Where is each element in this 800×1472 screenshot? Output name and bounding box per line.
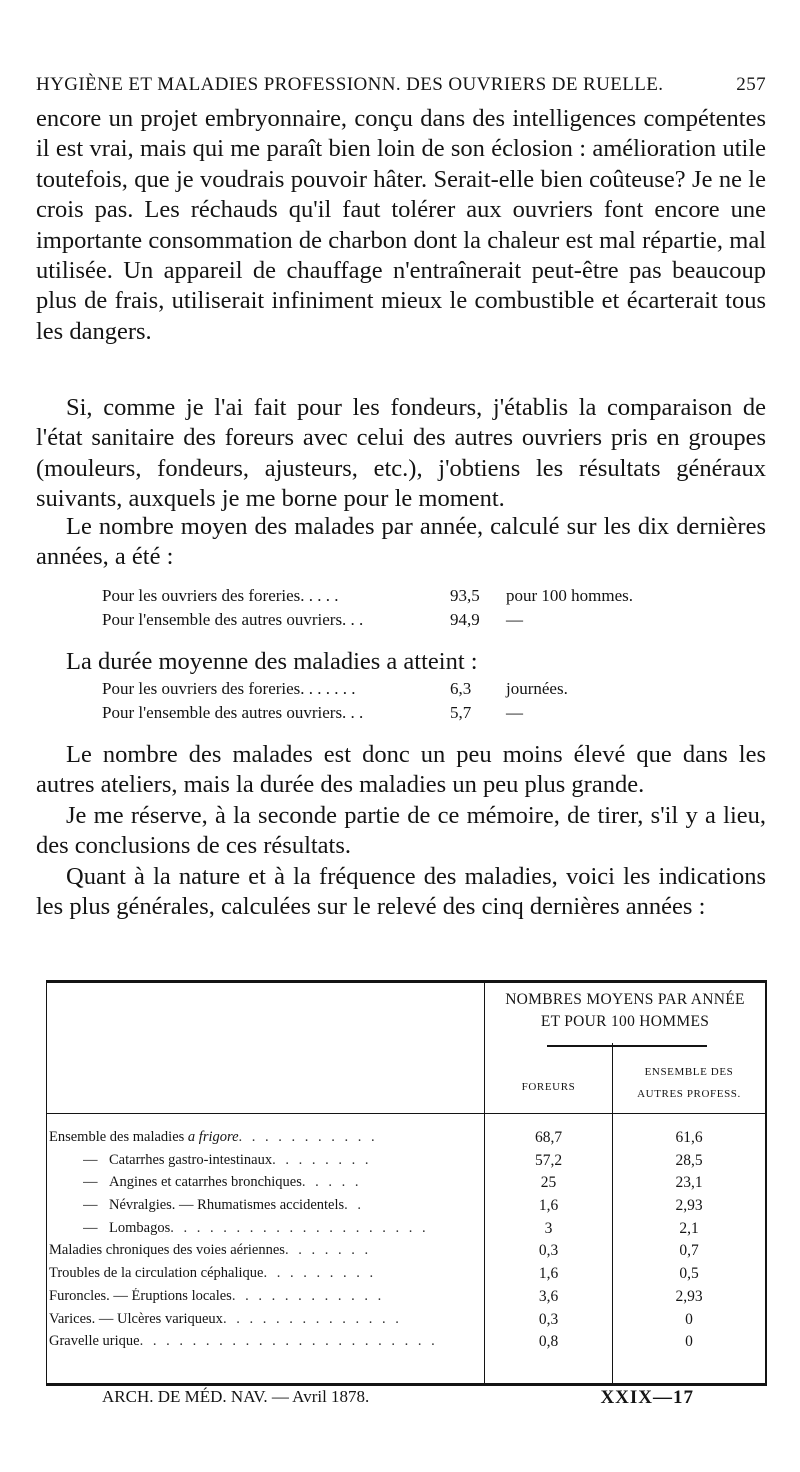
value-autres: 0,5 bbox=[679, 1265, 699, 1283]
row-label bbox=[49, 1242, 479, 1259]
paragraph-7: Quant à la nature et à la fréquence des maladies, voici les indications les plus générales, calculées sur le relevé des cinq dernières années : bbox=[36, 863, 766, 921]
stat-unit: — bbox=[506, 610, 523, 629]
stat-value: 5,7 bbox=[450, 703, 472, 722]
column-header-foreurs: FOREURS bbox=[521, 1081, 576, 1093]
value-foreurs: 0,3 bbox=[538, 1310, 559, 1328]
row-label bbox=[49, 1129, 479, 1146]
dot-leader: . . . . . . . . . . . . bbox=[231, 1287, 385, 1304]
value-autres: 28,5 bbox=[675, 1151, 703, 1169]
duree-row bbox=[102, 701, 568, 725]
paragraph-4: La durée moyenne des maladies a atteint : bbox=[66, 648, 478, 675]
stat-label: Pour les ouvriers des foreries. . . . . . . bbox=[102, 679, 356, 698]
stat-unit: — bbox=[506, 703, 523, 722]
table-row bbox=[47, 1174, 765, 1197]
row-label-emphasis: a frigore bbox=[187, 1129, 239, 1145]
stat-label: Pour l'ensemble des autres ouvriers. . . bbox=[102, 610, 364, 629]
running-head bbox=[36, 74, 766, 96]
value-foreurs: 0,8 bbox=[538, 1333, 559, 1351]
value-autres: 2,93 bbox=[675, 1287, 703, 1305]
malades-list bbox=[102, 584, 633, 632]
row-label bbox=[83, 1220, 479, 1237]
table-body bbox=[47, 1129, 765, 1356]
ditto-dash: — bbox=[83, 1219, 98, 1236]
row-label-text: Gravelle urique bbox=[49, 1333, 140, 1350]
running-head-title: HYGIÈNE ET MALADIES PROFESSIONN. DES OUVRIERS DE RUELLE. bbox=[36, 74, 664, 95]
value-foreurs: 3 bbox=[544, 1219, 553, 1237]
table-group-header bbox=[485, 989, 765, 1033]
stat-label: Pour les ouvriers des foreries. . . . . bbox=[102, 586, 339, 605]
dot-leader: . . . . . . . . . bbox=[263, 1265, 377, 1282]
footer-journal: ARCH. DE MÉD. NAV. — Avril 1878. bbox=[102, 1387, 370, 1406]
row-label-text: Troubles de la circulation céphalique bbox=[49, 1265, 264, 1282]
table-row bbox=[47, 1152, 765, 1175]
row-label-text: Varices. — Ulcères variqueux bbox=[49, 1310, 223, 1327]
row-label-text: Angines et catarrhes bronchiques bbox=[109, 1174, 302, 1191]
value-autres: 23,1 bbox=[675, 1174, 703, 1192]
dot-leader: . . . . . . . . . . . . . . . . . . . . . . . bbox=[139, 1333, 438, 1350]
value-foreurs: 68,7 bbox=[534, 1129, 563, 1146]
group-header-line: NOMBRES MOYENS PAR ANNÉE bbox=[505, 991, 745, 1008]
malades-row bbox=[102, 584, 633, 608]
dot-leader: . . . . . bbox=[301, 1174, 362, 1191]
column-header-line: AUTRES PROFESS. bbox=[637, 1088, 741, 1100]
row-label bbox=[49, 1311, 479, 1328]
row-label bbox=[83, 1197, 479, 1214]
stat-value: 6,3 bbox=[450, 679, 472, 698]
stat-unit: journées. bbox=[506, 679, 568, 698]
table-row bbox=[47, 1197, 765, 1220]
table-row bbox=[47, 1311, 765, 1334]
ditto-dash: — bbox=[83, 1197, 98, 1214]
dot-leader: . . . . . . . . . . . . . . bbox=[222, 1310, 402, 1327]
value-autres: 0 bbox=[685, 1333, 693, 1351]
value-autres: 2,93 bbox=[675, 1197, 703, 1215]
value-foreurs: 25 bbox=[540, 1174, 557, 1192]
value-foreurs: 57,2 bbox=[534, 1151, 563, 1169]
value-foreurs: 3,6 bbox=[538, 1287, 559, 1305]
malades-row bbox=[102, 608, 633, 632]
ditto-dash: — bbox=[83, 1151, 98, 1168]
page-footer bbox=[102, 1387, 694, 1409]
row-label bbox=[49, 1333, 479, 1350]
value-autres: 61,6 bbox=[675, 1129, 703, 1146]
header-rule bbox=[547, 1045, 707, 1047]
row-label bbox=[49, 1288, 479, 1305]
paragraph-6: Je me réserve, à la seconde partie de ce mémoire, de tirer, s'il y a lieu, des conclusions de ces résultats. bbox=[36, 802, 766, 860]
value-autres: 0,7 bbox=[679, 1242, 699, 1260]
duree-list bbox=[102, 677, 568, 725]
stat-unit: pour 100 hommes. bbox=[506, 586, 634, 605]
row-label bbox=[49, 1265, 479, 1282]
group-header-line: ET POUR 100 HOMMES bbox=[540, 1013, 710, 1030]
row-label bbox=[83, 1174, 479, 1191]
row-label-text: Maladies chroniques des voies aériennes bbox=[49, 1242, 285, 1259]
table-row bbox=[47, 1129, 765, 1152]
disease-table bbox=[46, 980, 767, 1386]
row-label-text: Ensemble des maladies bbox=[49, 1129, 188, 1145]
paragraph-1: encore un projet embryonnaire, conçu dans des intelligences compétentes il est vrai, mais qui me paraît bien loin de son éclosion : amélioration utile toutefois, que je voudrais pouvoir hâter. Serait-elle bien coûteuse? Je ne le crois pas. Les réchauds qu'il faut tolérer aux ouvriers font encore une importante consommation de charbon dont la chaleur est mal répartie, mal utilisée. Un appareil de chauffage n'entraînerait peut-être pas beaucoup plus de frais, utiliserait infiniment mieux le combustible et écarterait tous les dangers. bbox=[36, 105, 766, 345]
column-header-line: ENSEMBLE DES bbox=[644, 1066, 734, 1078]
dot-leader: . . . . . . . . . . . . . . . . . . . . bbox=[170, 1219, 429, 1236]
table-row bbox=[47, 1242, 765, 1265]
value-foreurs: 1,6 bbox=[538, 1197, 559, 1215]
stat-label: Pour l'ensemble des autres ouvriers. . . bbox=[102, 703, 364, 722]
table-row bbox=[47, 1265, 765, 1288]
dot-leader: . . . . . . . . bbox=[272, 1151, 372, 1168]
dot-leader: . . . . . . . . . . . bbox=[238, 1129, 378, 1145]
table-row bbox=[47, 1288, 765, 1311]
page-number: 257 bbox=[736, 74, 766, 95]
row-label-text: Catarrhes gastro-intestinaux bbox=[109, 1151, 273, 1168]
value-foreurs: 1,6 bbox=[538, 1265, 559, 1283]
footer-signature: XXIX—17 bbox=[600, 1387, 694, 1408]
column-header-ensemble bbox=[613, 1061, 765, 1105]
paragraph-2: Si, comme je l'ai fait pour les fondeurs, j'établis la comparaison de l'état sanitaire des foreurs avec celui des autres ouvriers pris en groupes (mouleurs, fondeurs, ajusteurs, etc.), j'obtiens les résultats généraux suivants, auxquels je me borne pour le moment. bbox=[36, 394, 766, 513]
row-label-text: Névralgies. — Rhumatismes accidentels bbox=[109, 1197, 345, 1214]
header-base-rule bbox=[47, 1113, 765, 1114]
duree-row bbox=[102, 677, 568, 701]
dot-leader: . . . . . . . bbox=[284, 1242, 372, 1259]
ditto-dash: — bbox=[83, 1174, 98, 1191]
paragraph-3: Le nombre moyen des malades par année, calculé sur les dix dernières années, a été : bbox=[36, 513, 766, 571]
stat-value: 93,5 bbox=[450, 586, 480, 605]
table-row bbox=[47, 1220, 765, 1243]
table-row bbox=[47, 1333, 765, 1356]
value-foreurs: 0,3 bbox=[538, 1242, 559, 1260]
dot-leader: . . bbox=[344, 1197, 365, 1214]
row-label-text: Lombagos bbox=[109, 1219, 171, 1236]
value-autres: 0 bbox=[685, 1310, 693, 1328]
row-label bbox=[83, 1152, 479, 1169]
stat-value: 94,9 bbox=[450, 610, 480, 629]
value-autres: 2,1 bbox=[679, 1219, 699, 1237]
paragraph-5: Le nombre des malades est donc un peu moins élevé que dans les autres ateliers, mais la durée des maladies un peu plus grande. bbox=[36, 741, 766, 799]
row-label-text: Furoncles. — Éruptions locales bbox=[49, 1287, 232, 1304]
